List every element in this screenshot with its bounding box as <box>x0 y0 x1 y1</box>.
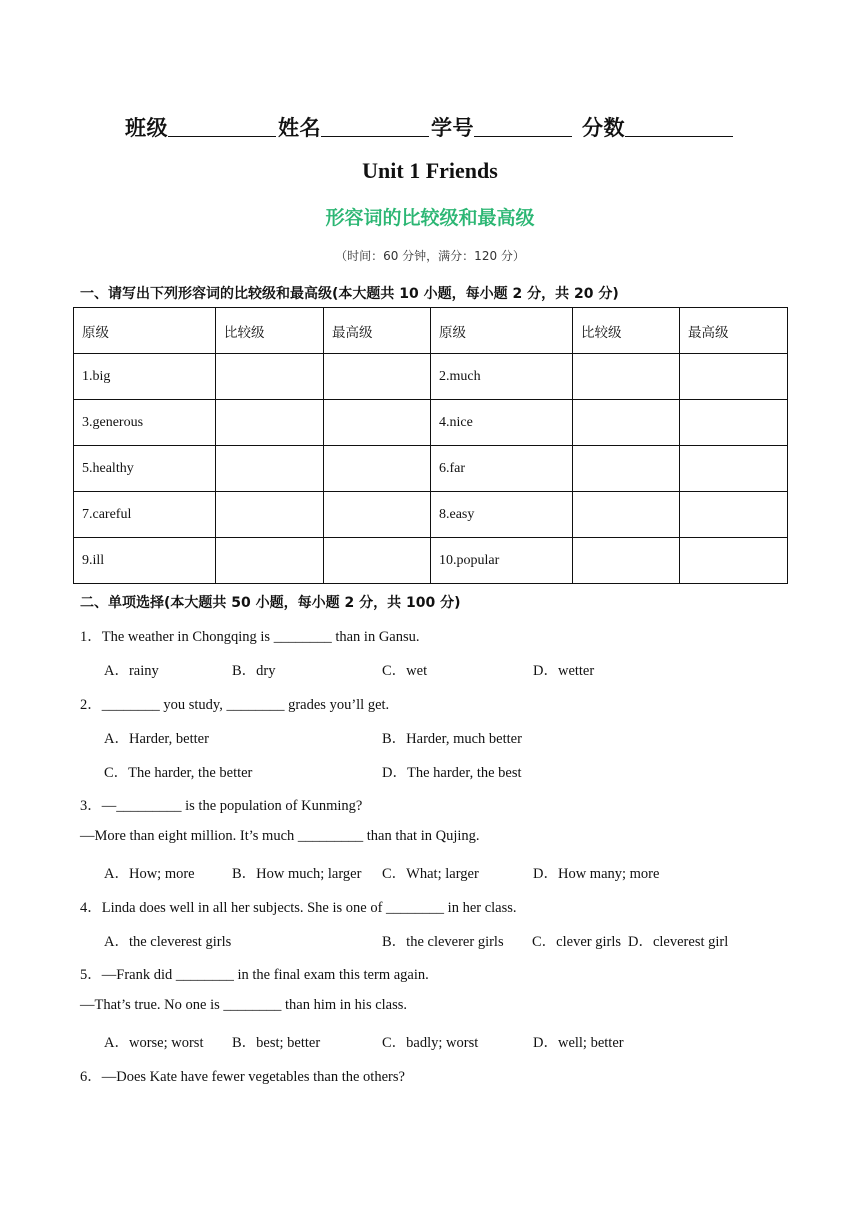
superlative-answer-cell[interactable] <box>324 446 431 492</box>
number-label: 学号 <box>431 116 474 140</box>
q1-option-a[interactable]: A．rainy <box>104 663 159 679</box>
section2-heading: 二、单项选择(本大题共 50 小题，每小题 2 分，共 100 分) <box>80 595 461 611</box>
superlative-answer-cell[interactable] <box>680 400 788 446</box>
comparative-answer-cell[interactable] <box>573 400 680 446</box>
class-label: 班级 <box>125 116 168 140</box>
student-info-line <box>0 112 860 142</box>
question-2-stem: 2．________ you study, ________ grades you’ll get. <box>80 697 390 713</box>
comparative-answer-cell[interactable] <box>216 446 324 492</box>
base-form-cell: 6.far <box>431 446 573 492</box>
superlative-answer-cell[interactable] <box>680 446 788 492</box>
question-3-stem-response: —More than eight million. It’s much _________ than that in Qujing. <box>80 828 480 844</box>
base-form-cell: 10.popular <box>431 538 573 584</box>
class-blank[interactable] <box>168 116 276 137</box>
column-header: 最高级 <box>324 308 431 354</box>
base-form-cell: 9.ill <box>74 538 216 584</box>
column-header: 原级 <box>74 308 216 354</box>
q1-option-c[interactable]: C．wet <box>382 663 428 679</box>
column-header: 比较级 <box>216 308 324 354</box>
question-5-stem: 5．—Frank did ________ in the final exam this term again. <box>80 967 429 983</box>
q2-option-d[interactable]: D．The harder, the best <box>382 765 522 781</box>
adjective-table <box>73 307 788 584</box>
score-blank[interactable] <box>625 116 733 137</box>
base-form-cell: 8.easy <box>431 492 573 538</box>
column-header: 原级 <box>431 308 573 354</box>
base-form-cell: 3.generous <box>74 400 216 446</box>
comparative-answer-cell[interactable] <box>573 354 680 400</box>
q5-option-d[interactable]: D．well; better <box>533 1035 624 1051</box>
comparative-answer-cell[interactable] <box>216 492 324 538</box>
superlative-answer-cell[interactable] <box>324 538 431 584</box>
topic-title: 形容词的比较级和最高级 <box>325 207 535 229</box>
score-label: 分数 <box>582 116 625 140</box>
table-row <box>74 354 788 400</box>
question-5-stem-response: —That’s true. No one is ________ than him in his class. <box>80 997 408 1013</box>
question-4-stem: 4．Linda does well in all her subjects. She is one of ________ in her class. <box>80 900 517 916</box>
superlative-answer-cell[interactable] <box>680 354 788 400</box>
base-form-cell: 2.much <box>431 354 573 400</box>
comparative-answer-cell[interactable] <box>216 538 324 584</box>
q4-option-c[interactable]: C．clever girls <box>532 934 621 950</box>
question-3-stem: 3．—_________ is the population of Kunming? <box>80 798 363 814</box>
base-form-cell: 1.big <box>74 354 216 400</box>
comparative-answer-cell[interactable] <box>216 354 324 400</box>
question-1-stem: 1．The weather in Chongqing is ________ than in Gansu. <box>80 629 420 645</box>
superlative-answer-cell[interactable] <box>324 400 431 446</box>
superlative-answer-cell[interactable] <box>680 538 788 584</box>
table-header-row <box>74 308 788 354</box>
table-row <box>74 400 788 446</box>
superlative-answer-cell[interactable] <box>324 354 431 400</box>
table-row <box>74 538 788 584</box>
comparative-answer-cell[interactable] <box>216 400 324 446</box>
q5-option-a[interactable]: A．worse; worst <box>104 1035 204 1051</box>
section1-heading: 一、请写出下列形容词的比较级和最高级(本大题共 10 小题，每小题 2 分，共 20 分) <box>80 286 619 302</box>
comparative-answer-cell[interactable] <box>573 446 680 492</box>
time-note: （时间：60 分钟，满分：120 分） <box>335 249 525 263</box>
q1-option-d[interactable]: D．wetter <box>533 663 595 679</box>
q4-option-d[interactable]: D．cleverest girl <box>628 934 729 950</box>
q3-option-b[interactable]: B．How much; larger <box>232 866 362 882</box>
superlative-answer-cell[interactable] <box>324 492 431 538</box>
comparative-answer-cell[interactable] <box>573 492 680 538</box>
superlative-answer-cell[interactable] <box>680 492 788 538</box>
q5-option-b[interactable]: B．best; better <box>232 1035 321 1051</box>
base-form-cell: 4.nice <box>431 400 573 446</box>
base-form-cell: 7.careful <box>74 492 216 538</box>
column-header: 比较级 <box>573 308 680 354</box>
q2-option-c[interactable]: C．The harder, the better <box>104 765 253 781</box>
unit-title: Unit 1 Friends <box>362 158 498 183</box>
q3-option-a[interactable]: A．How; more <box>104 866 195 882</box>
column-header: 最高级 <box>680 308 788 354</box>
table-row <box>74 492 788 538</box>
comparative-answer-cell[interactable] <box>573 538 680 584</box>
q4-option-b[interactable]: B．the cleverer girls <box>382 934 504 950</box>
number-blank[interactable] <box>474 116 572 137</box>
base-form-cell: 5.healthy <box>74 446 216 492</box>
table-row <box>74 446 788 492</box>
q3-option-c[interactable]: C．What; larger <box>382 866 479 882</box>
q1-option-b[interactable]: B．dry <box>232 663 276 679</box>
name-blank[interactable] <box>321 116 429 137</box>
q3-option-d[interactable]: D．How many; more <box>533 866 660 882</box>
q5-option-c[interactable]: C．badly; worst <box>382 1035 479 1051</box>
name-label: 姓名 <box>278 116 321 140</box>
question-6-stem: 6．—Does Kate have fewer vegetables than the others? <box>80 1069 405 1085</box>
q2-option-b[interactable]: B．Harder, much better <box>382 731 522 747</box>
q4-option-a[interactable]: A．the cleverest girls <box>104 934 232 950</box>
q2-option-a[interactable]: A．Harder, better <box>104 731 209 747</box>
